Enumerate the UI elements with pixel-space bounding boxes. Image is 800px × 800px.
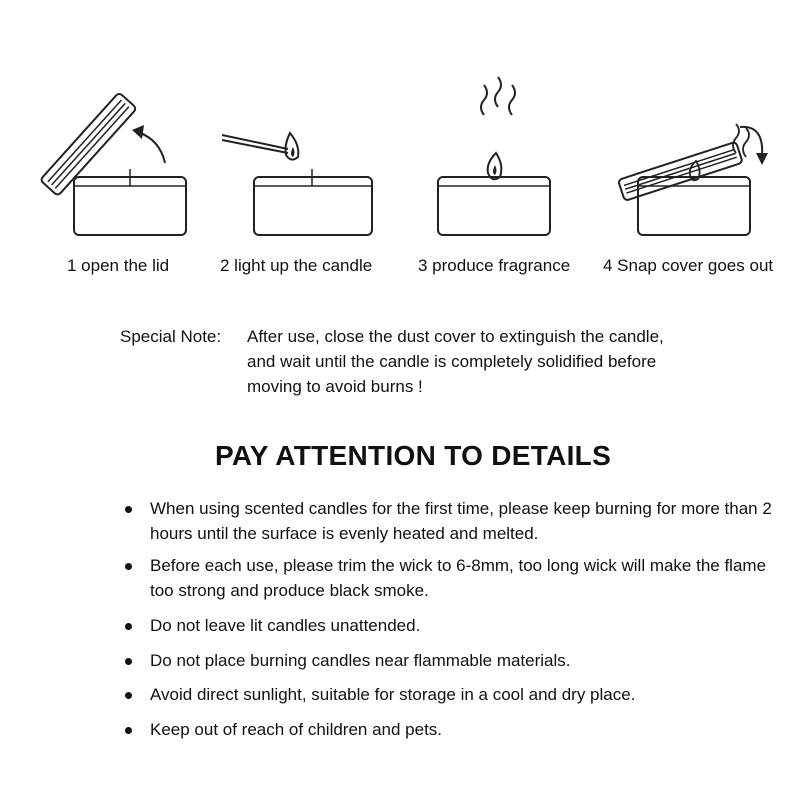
fragrance-smoke-icon (400, 85, 590, 245)
closing-lid-icon (600, 85, 790, 245)
step-caption: 1 open the lid (67, 256, 170, 275)
list-item-text: When using scented candles for the first time, please keep burning for more than 2 hours until the surface is evenly heated and melted. (150, 499, 772, 543)
bullet-dot-icon (125, 692, 132, 699)
step-caption: 2 light up the candle (220, 256, 373, 275)
list-item-text: Keep out of reach of children and pets. (150, 720, 443, 739)
bullet-dot-icon (125, 658, 132, 665)
special-note-text: After use, close the dust cover to extinguish the candle, and wait until the candle is completely solidified before moving to avoid burns ! (247, 327, 664, 396)
bullet-dot-icon (125, 727, 132, 734)
list-item-text: Do not place burning candles near flammable materials. (150, 651, 571, 670)
open-lid-icon (20, 85, 210, 245)
special-note-label: Special Note: (120, 327, 222, 346)
list-item-text: Before each use, please trim the wick to 6-8mm, too long wick will make the flame too strong and produce black smoke. (150, 556, 767, 600)
bullet-dot-icon (125, 563, 132, 570)
instruction-steps (0, 0, 800, 300)
list-item-text: Do not leave lit candles unattended. (150, 616, 421, 635)
step-caption: 3 produce fragrance (418, 256, 571, 275)
bullet-dot-icon (125, 623, 132, 630)
step-caption: 4 Snap cover goes out (603, 256, 774, 275)
match-lighting-candle-icon (218, 85, 408, 245)
list-item-text: Avoid direct sunlight, suitable for storage in a cool and dry place. (150, 685, 636, 704)
section-heading: PAY ATTENTION TO DETAILS (214, 440, 612, 471)
bullet-dot-icon (125, 506, 132, 513)
